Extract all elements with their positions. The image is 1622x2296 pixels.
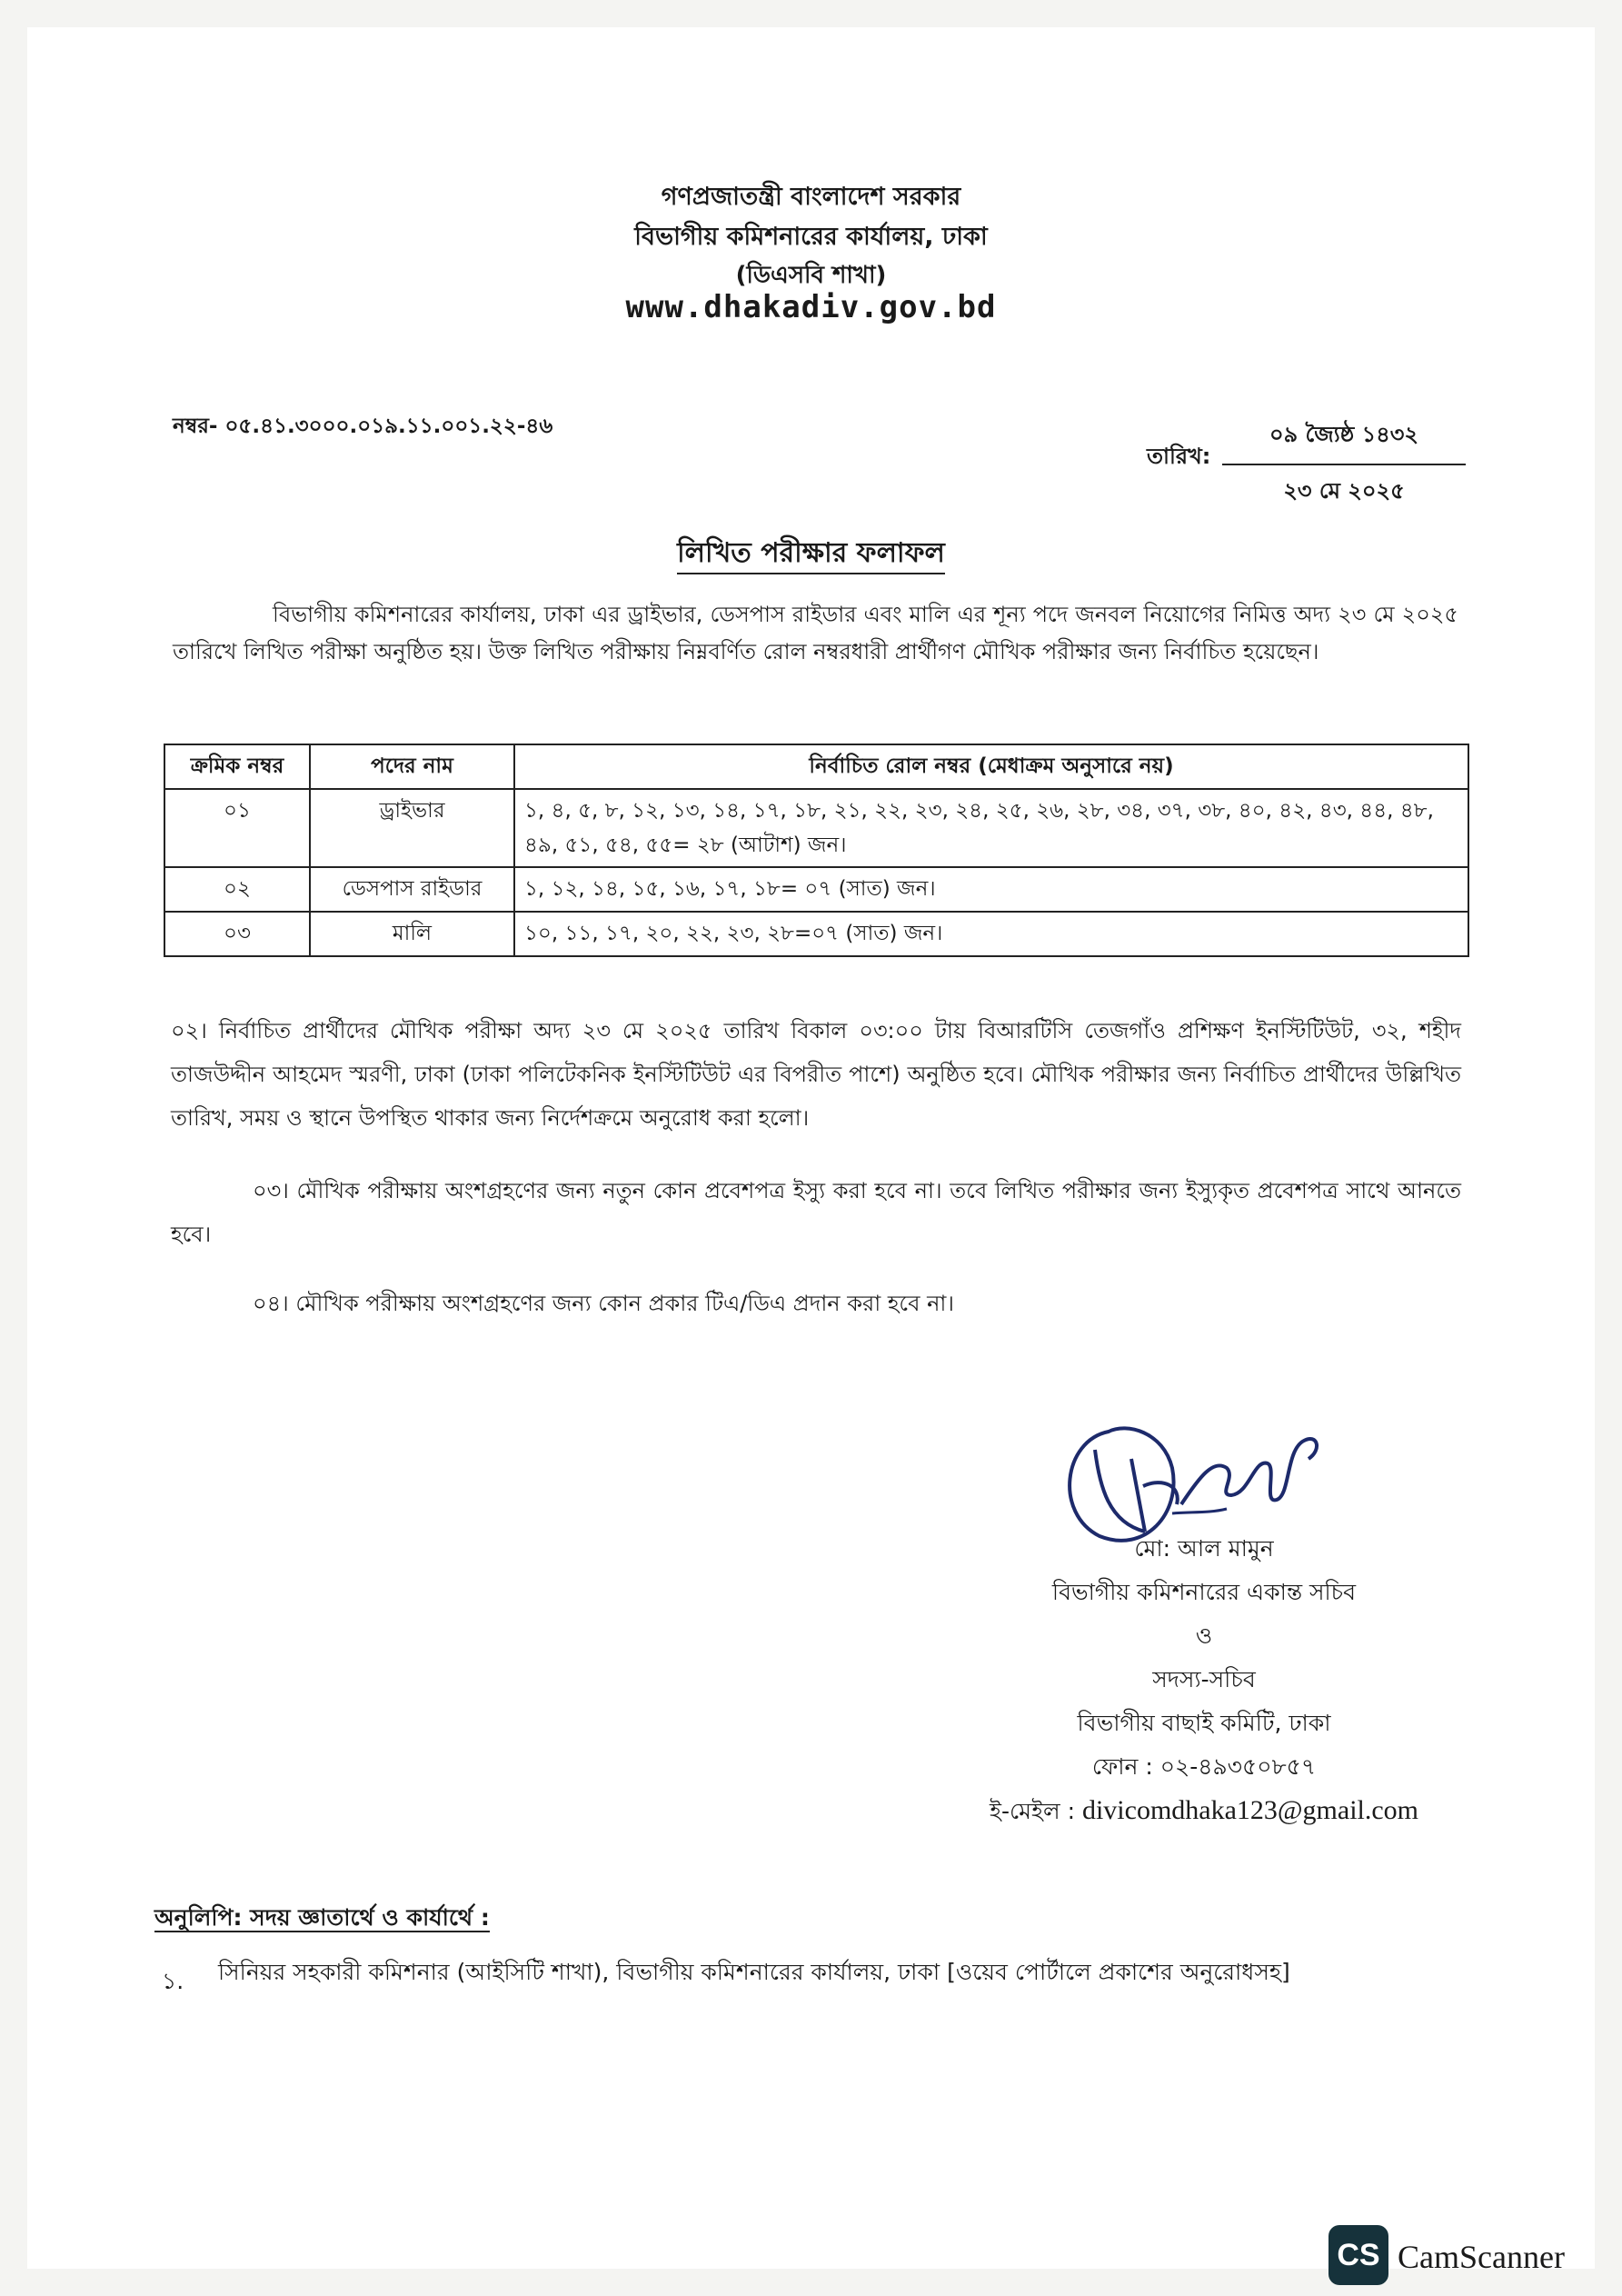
row-post: ডেসপাস রাইডার — [310, 867, 514, 912]
row-serial: ০২ — [164, 867, 310, 912]
table-header-row — [164, 744, 1468, 789]
paragraph-4: ০৪। মৌখিক পরীক্ষায় অংশগ্রহণের জন্য কোন প্রকার টিএ/ডিএ প্রদান করা হবে না। — [253, 1291, 954, 1316]
table-row — [164, 789, 1468, 867]
intro-paragraph: বিভাগীয় কমিশনারের কার্যালয়, ঢাকা এর ড্রাইভার, ডেসপাস রাইডার এবং মালি এর শূন্য পদে জনবল নিয়োগের নিমিত্ত অদ্য ২৩ মে ২০২৫ তারিখে লিখিত পরীক্ষা অনুষ্ঠিত হয়। উক্ত লিখিত পরীক্ষায় নিম্নবর্ণিত রোল নম্বরধারী প্রার্থীগণ মৌখিক পরীক্ষার জন্য নির্বাচিত হয়েছেন। — [173, 602, 1458, 664]
paragraph-3: ০৩। মৌখিক পরীক্ষায় অংশগ্রহণের জন্য নতুন কোন প্রবেশপত্র ইস্যু করা হবে না। তবে লিখিত পরীক্ষার জন্য ইস্যুকৃত প্রবেশপত্র সাথে আনতে হবে। — [171, 1178, 1461, 1247]
copy-item-text: সিনিয়র সহকারী কমিশনার (আইসিটি শাখা), বিভাগীয় কমিশনারের কার্যালয়, ঢাকা [ওয়েব পোর্টালে প্রকাশের অনুরোধসহ] — [218, 1959, 1290, 1985]
row-rolls: ১, ১২, ১৪, ১৫, ১৬, ১৭, ১৮= ০৭ (সাত) জন। — [514, 867, 1468, 912]
table-row — [164, 867, 1468, 912]
branch-header: (ডিএসবি শাখা) — [735, 262, 887, 289]
date-box — [1222, 418, 1466, 511]
document-title — [0, 531, 1622, 577]
copy-title — [154, 1900, 490, 1939]
signatory-conjunction: ও — [1195, 1622, 1213, 1649]
signatory-name: মো: আল মামুন — [1134, 1535, 1274, 1562]
copy-item-number: ১. — [162, 1968, 184, 1994]
results-table — [164, 744, 1469, 957]
row-serial: ০১ — [164, 789, 310, 867]
signatory-designation-2: সদস্য-সচিব — [1152, 1666, 1256, 1692]
copy-title-text: অনুলিপি: সদয় জ্ঞাতার্থে ও কার্যার্থে : — [154, 1904, 490, 1931]
row-serial: ০৩ — [164, 912, 310, 956]
signatory-email-line — [909, 1789, 1499, 1833]
header-post: পদের নাম — [310, 744, 514, 789]
signatory-designation-1: বিভাগীয় কমিশনারের একান্ত সচিব — [1051, 1579, 1357, 1605]
email-address[interactable]: divicomdhaka123@gmail.com — [1081, 1795, 1419, 1825]
row-rolls: ১০, ১১, ১৭, ২০, ২২, ২৩, ২৮=০৭ (সাত) জন। — [514, 912, 1468, 956]
date-bangla: ০৯ জ্যৈষ্ঠ ১৪৩২ — [1222, 418, 1466, 465]
signatory-committee: বিভাগীয় বাছাই কমিটি, ঢাকা — [1077, 1710, 1331, 1736]
row-post: ড্রাইভার — [310, 789, 514, 867]
header-serial: ক্রমিক নম্বর — [164, 744, 310, 789]
office-header: বিভাগীয় কমিশনারের কার্যালয়, ঢাকা — [634, 223, 988, 251]
memo-number: নম্বর- ০৫.৪১.৩০০০.০১৯.১১.০০১.২২-৪৬ — [173, 414, 553, 438]
row-post: মালি — [310, 912, 514, 956]
signatory-block — [909, 1527, 1499, 1833]
date-english: ২৩ মে ২০২৫ — [1283, 478, 1405, 504]
website-link[interactable]: www.dhakadiv.gov.bd — [625, 289, 997, 325]
table-row — [164, 912, 1468, 956]
date-label: তারিখ: — [1147, 444, 1211, 469]
paragraph-2: ০২। নির্বাচিত প্রার্থীদের মৌখিক পরীক্ষা অদ্য ২৩ মে ২০২৫ তারিখ বিকাল ০৩:০০ টায় বিআরটিসি তেজগাঁও প্রশিক্ষণ ইনস্টিটিউট, ৩২, শহীদ তাজউদ্দীন আহমেদ স্মরণী, ঢাকা (ঢাকা পলিটেকনিক ইনস্টিটিউট এর বিপরীত পাশে) অনুষ্ঠিত হবে। মৌখিক পরীক্ষার জন্য নির্বাচিত প্রার্থীদের উল্লিখিত তারিখ, সময় ও স্থানে উপস্থিত থাকার জন্য নির্দেশক্রমে অনুরোধ করা হলো। — [171, 1018, 1461, 1131]
email-label: ই-মেইল : — [989, 1798, 1076, 1824]
signatory-phone: ফোন : ০২-৪৯৩৫০৮৫৭ — [1091, 1753, 1317, 1780]
title-text: লিখিত পরীক্ষার ফলাফল — [677, 537, 945, 574]
header-rolls: নির্বাচিত রোল নম্বর (মেধাক্রম অনুসারে নয়) — [514, 744, 1468, 789]
camscanner-watermark: CamScanner — [1398, 2239, 1565, 2275]
govt-header: গণপ্রজাতন্ত্রী বাংলাদেশ সরকার — [661, 183, 961, 211]
camscanner-logo-icon: CS — [1328, 2225, 1388, 2285]
row-rolls: ১, ৪, ৫, ৮, ১২, ১৩, ১৪, ১৭, ১৮, ২১, ২২, ২৩, ২৪, ২৫, ২৬, ২৮, ৩৪, ৩৭, ৩৮, ৪০, ৪২, ৪৩, ৪৪, ৪৮, ৪৯, ৫১, ৫৪, ৫৫= ২৮ (আটাশ) জন। — [514, 789, 1468, 867]
